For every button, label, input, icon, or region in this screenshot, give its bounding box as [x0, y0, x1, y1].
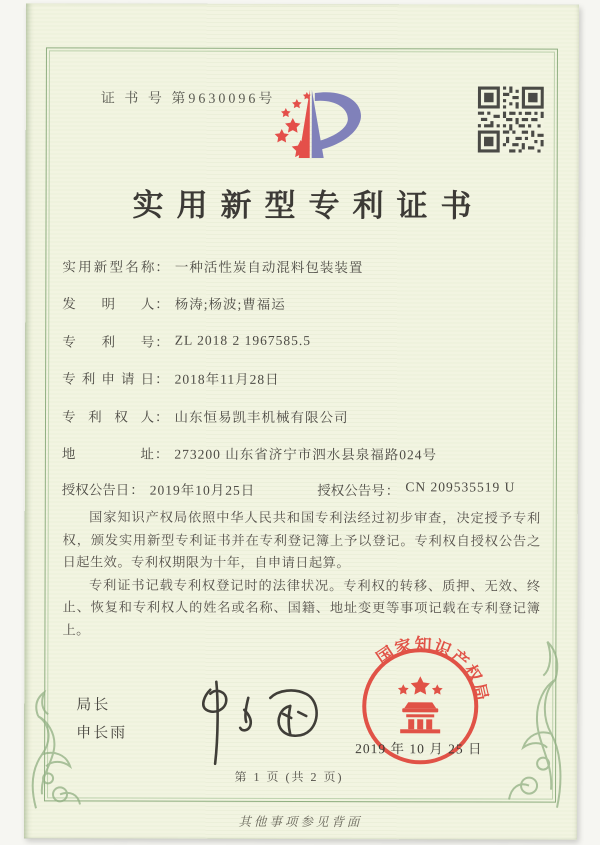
field-filing-date: 专利申请日 ： 2018年11月28日: [62, 371, 280, 388]
field-patent-number: 专利号 ： ZL 2018 2 1967585.5: [62, 332, 311, 350]
paragraph-register-statement: 专利证书记载专利权登记时的法律状况。专利权的转移、质押、无效、终止、恢复和专利权人的姓名或名称、国籍、地址变更等事项记载在专利登记簿上。: [62, 577, 541, 638]
back-note: 其他事项参见背面: [238, 814, 363, 830]
national-emblem-icon: [398, 676, 443, 733]
signer-name: 申长雨: [76, 725, 128, 742]
grant-date: 授权公告日 ： 2019年10月25日: [61, 482, 256, 498]
grant-number: 授权公告号 ： CN 209535519 U: [317, 479, 516, 499]
page-number: 第 1 页 (共 2 页): [234, 769, 344, 785]
certificate-number: 证 书 号 第9630096号: [100, 91, 276, 107]
certificate-paper: [24, 3, 579, 839]
field-inventors: 发明人 ： 杨涛;杨波;曹福运: [62, 296, 286, 313]
seal-agency-text: 国家知识产权局: [373, 634, 492, 704]
paragraph-grant-statement: 国家知识产权局依照中华人民共和国专利法经过初步审查，决定授予专利权，颁发实用新型专利证书并在专利登记簿上予以登记。专利权自授权公告之日起生效。专利权期限为十年，自申请日起算。: [62, 509, 541, 571]
statutory-text: [62, 506, 540, 643]
cnipa-logo-icon: [263, 84, 391, 180]
field-address: 地址 ： 273200 山东省济宁市泗水县泉福路024号: [61, 446, 438, 463]
signer-block: [76, 691, 127, 747]
director-signature: [182, 676, 332, 768]
field-invention-name: 实用新型名称 ： 一种活性炭自动混料包装装置: [62, 259, 364, 275]
field-patentee: 专利权人 ： 山东恒易凯丰机械有限公司: [61, 409, 349, 425]
fields-block: [62, 246, 543, 506]
grant-row: [62, 471, 542, 506]
svg-text:国家知识产权局: [373, 634, 492, 703]
signer-title: 局长: [76, 697, 111, 714]
seal-date: 2019 年 10 月 25 日: [355, 741, 483, 757]
qr-code: [478, 86, 544, 152]
official-seal: [344, 630, 496, 782]
certificate-title: 实用新型专利证书: [132, 187, 485, 224]
